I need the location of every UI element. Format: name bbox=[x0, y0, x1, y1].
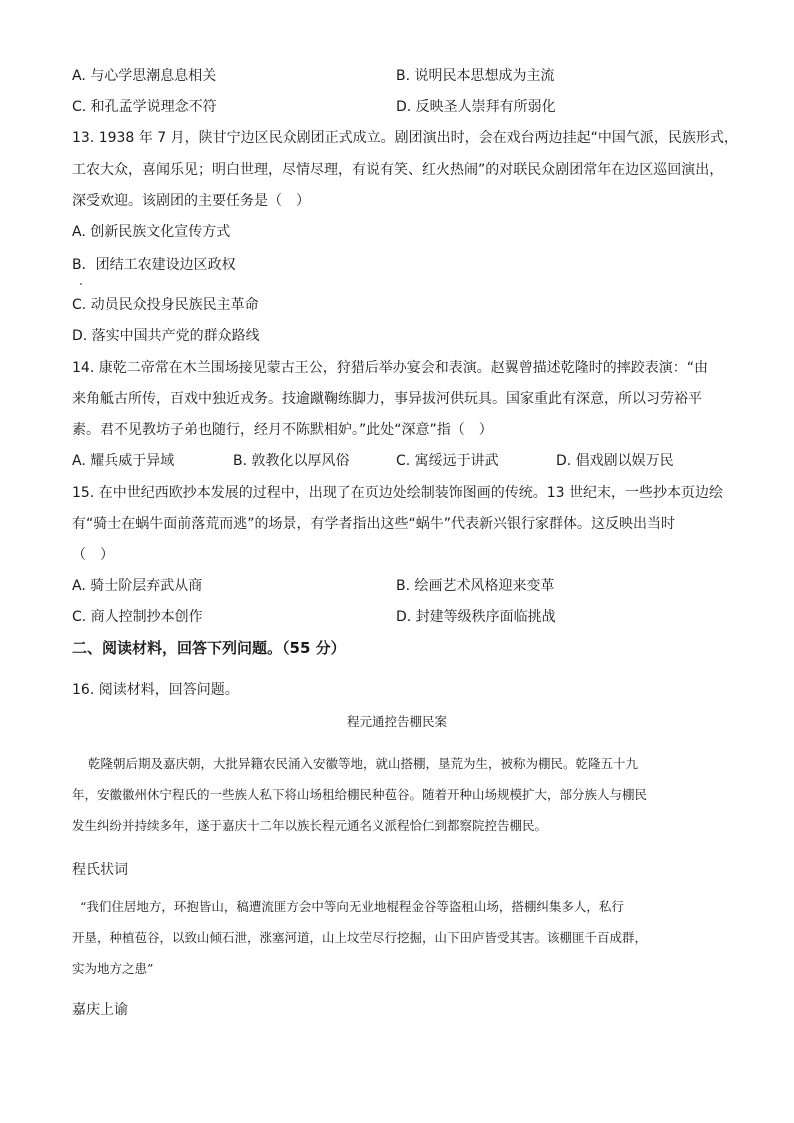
q12-option-c: C. 和孔孟学说理念不符 bbox=[72, 99, 217, 115]
q16-intro: 16. 阅读材料，回答问题。 bbox=[72, 682, 239, 698]
q13-option-d: D. 落实中国共产党的群众路线 bbox=[72, 328, 260, 344]
q15-option-b: B. 绘画艺术风格迎来变革 bbox=[396, 578, 555, 594]
q13-option-c: C. 动员民众投身民族民主革命 bbox=[72, 297, 259, 313]
q15-option-d: D. 封建等级秩序面临挑战 bbox=[396, 609, 556, 625]
q13-stem-line-3: 深受欢迎。该剧团的主要任务是（ ） bbox=[72, 193, 310, 209]
q15-option-a: A. 骑士阶层弃武从商 bbox=[72, 578, 203, 594]
q14-stem-line-2: 来角觝古所传，百戏中独近戎务。技逾蹴鞠练脚力，事异拔河供玩具。国家重此有深意，所以习劳裕平 bbox=[72, 391, 702, 407]
material-paragraph-line-3: 发生纠纷并持续多年，遂于嘉庆十二年以族长程元通名义派程恰仁到都察院控告棚民。 bbox=[72, 818, 548, 833]
q12-option-b: B. 说明民本思想成为主流 bbox=[396, 68, 555, 84]
section-heading: 二、阅读材料，回答下列问题。（55 分） bbox=[72, 639, 346, 657]
q14-option-d: D. 倡戏剧以娱万民 bbox=[556, 453, 674, 469]
q13-stem-line-1: 13. 1938 年 7 月，陕甘宁边区民众剧团正式成立。剧团演出时，会在戏台两边挂起“中国气派，民族形式， bbox=[72, 130, 738, 146]
q14-stem-line-3: 素。君不见教坊子弟也随行，经月不陈默相妒。”此处“深意”指（ ） bbox=[72, 422, 493, 438]
q15-stem-line-2: 有“骑士在蜗牛面前落荒而逃”的场景，有学者指出这些“蜗牛”代表新兴银行家群体。这反映出当时 bbox=[72, 516, 676, 532]
q13-stem-line-2: 工农大众，喜闻乐见；明白世理，尽情尽理，有说有笑、红火热闹”的对联民众剧团常年在边区巡回演出， bbox=[72, 162, 724, 178]
q12-option-a: A. 与心学思潮息息相关 bbox=[72, 68, 217, 84]
petition-quote-line-2: 开垦，种植苞谷，以致山倾石泄，涨塞河道，山上坟茔尽行挖掘，山下田庐皆受其害。该棚匪千百成群， bbox=[72, 930, 648, 945]
q14-option-b: B. 敦教化以厚风俗 bbox=[233, 453, 350, 469]
material-title: 程元通控告棚民案 bbox=[346, 714, 447, 729]
q15-stem-line-1: 15. 在中世纪西欧抄本发展的过程中，出现了在页边处绘制装饰图画的传统。13 世纪末，一些抄本页边绘 bbox=[72, 485, 723, 501]
stray-dot-mark bbox=[80, 283, 82, 285]
subheading-imperial-edict: 嘉庆上谕 bbox=[72, 1002, 128, 1018]
q12-option-d: D. 反映圣人崇拜有所弱化 bbox=[396, 99, 556, 115]
subheading-petition: 程氏状词 bbox=[72, 862, 128, 878]
q14-stem-line-1: 14. 康乾二帝常在木兰围场接见蒙古王公，狩猎后举办宴会和表演。赵翼曾描述乾隆时的摔跤表演：“由 bbox=[72, 360, 708, 376]
q13-option-b: B．团结工农建设边区政权 bbox=[72, 257, 236, 273]
q15-option-c: C. 商人控制抄本创作 bbox=[72, 609, 203, 625]
material-paragraph-line-2: 年，安徽徽州休宁程氏的一些族人私下将山场租给棚民种苞谷。随着开种山场规模扩大，部分族人与棚民 bbox=[72, 787, 648, 802]
petition-quote-line-1: “我们住居地方，环抱皆山，稿遭流匪方会中等向无业地棍程金谷等盗租山场，搭棚纠集多人，私行 bbox=[80, 899, 624, 914]
material-paragraph-line-1: 乾隆朝后期及嘉庆朝，大批异籍农民涌入安徽等地，就山搭棚，垦荒为生，被称为棚民。乾隆五十九 bbox=[88, 756, 639, 771]
q13-option-a: A. 创新民族文化宣传方式 bbox=[72, 224, 231, 240]
petition-quote-line-3: 实为地方之患” bbox=[72, 961, 154, 976]
q14-option-c: C. 寓绥远于讲武 bbox=[396, 453, 499, 469]
q15-stem-line-3: （ ） bbox=[72, 547, 114, 563]
q14-option-a: A. 耀兵威于异域 bbox=[72, 453, 175, 469]
